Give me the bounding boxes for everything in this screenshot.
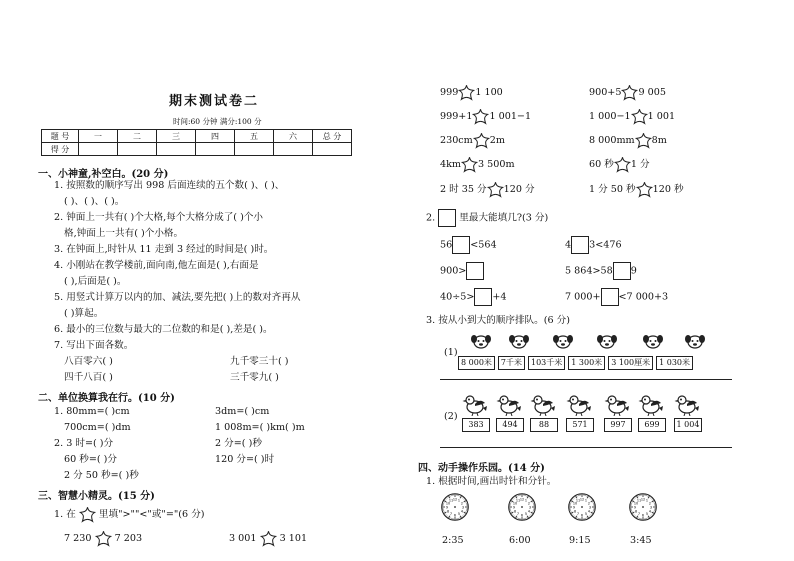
q2-text: 5 864>58: [565, 265, 613, 277]
svg-text:7: 7: [516, 512, 520, 517]
conversion-item: 1 008m=( )km( )m: [215, 422, 305, 433]
svg-text:10: 10: [572, 501, 578, 506]
compare-left: 3 001: [229, 533, 257, 544]
q2-text: 9: [630, 265, 637, 277]
q2-item: [565, 288, 668, 306]
svg-text:3: 3: [649, 505, 653, 510]
section-1-heading: 一、小神童,补空白。(20 分): [38, 169, 169, 180]
write-number-item: 四千八百( ): [64, 372, 113, 383]
compare-right: 9 005: [638, 87, 666, 98]
conversion-item: 1. 80mm=( )cm: [54, 406, 130, 417]
svg-text:10: 10: [633, 501, 639, 506]
svg-text:6: 6: [580, 513, 584, 518]
q3-instruction: 3. 按从小到大的顺序排队。(6 分): [426, 315, 570, 326]
bird-icon: [604, 394, 630, 416]
star-answer-icon[interactable]: [636, 181, 653, 198]
question-line: 格,钟面上一共有( )个小格。: [64, 228, 184, 239]
compare-item: [64, 530, 142, 547]
svg-text:2: 2: [587, 501, 591, 506]
star-answer-icon[interactable]: [473, 132, 490, 149]
bird-icon: [674, 394, 700, 416]
q2-item: [440, 288, 507, 306]
compare-item: [440, 156, 515, 173]
svg-text:4: 4: [587, 509, 591, 514]
answer-box[interactable]: [474, 288, 492, 306]
score-cell[interactable]: [118, 143, 157, 156]
svg-text:1: 1: [584, 498, 588, 503]
q2-instruction: [426, 209, 548, 227]
conversion-item: 700cm=( )dm: [64, 422, 131, 433]
question-line: 1. 按照数的顺序写出 998 后面连续的五个数( )、( )、: [54, 180, 285, 191]
question-line: ( )算起。: [64, 308, 104, 319]
score-cell[interactable]: [274, 143, 313, 156]
star-answer-icon[interactable]: [472, 108, 489, 125]
svg-text:4: 4: [460, 509, 464, 514]
q2-suffix: 里最大能填几?(3 分): [459, 212, 549, 224]
svg-text:8: 8: [446, 509, 450, 514]
compare-left: 2 时 35 分: [440, 184, 487, 195]
question-line: 2. 钟面上一共有( )个大格,每个大格分成了( )个小: [54, 212, 264, 223]
conversion-item: 2 分=( )秒: [215, 438, 262, 449]
compare-left: 900+5: [589, 87, 622, 98]
svg-text:11: 11: [575, 498, 581, 503]
star-answer-icon[interactable]: [487, 181, 504, 198]
compare-right: 1 001: [647, 111, 676, 122]
section-2-heading: 二、单位换算我在行。(10 分): [38, 393, 175, 404]
star-answer-icon[interactable]: [260, 530, 277, 547]
clock-time-label: 6:00: [509, 535, 531, 546]
svg-text:9: 9: [445, 505, 449, 510]
score-header-cell: 六: [274, 130, 313, 143]
compare-item: [589, 156, 650, 173]
score-header-cell: 一: [79, 130, 118, 143]
conversion-item: 2. 3 时=( )分: [54, 438, 114, 449]
svg-text:4: 4: [648, 509, 652, 514]
svg-text:5: 5: [584, 512, 588, 517]
score-cell[interactable]: [235, 143, 274, 156]
answer-line[interactable]: [440, 379, 732, 380]
question-line: 4. 小刚站在教学楼前,面向南,他左面是( ),右面是: [54, 260, 259, 271]
distance-row: [458, 350, 696, 370]
svg-text:12: 12: [579, 497, 585, 502]
compare-left: 230cm: [440, 135, 473, 146]
q2-text: 40÷5>: [440, 291, 475, 303]
section-3-heading: 三、智慧小精灵。(15 分): [38, 491, 155, 502]
clock-time-label: 3:45: [630, 535, 652, 546]
compare-right: 7 203: [114, 533, 143, 544]
compare-right: 2m: [489, 135, 505, 146]
star-answer-icon[interactable]: [635, 132, 652, 149]
number-card: 494: [496, 418, 524, 432]
compare-left: 1 分 50 秒: [589, 184, 636, 195]
q2-item: [440, 262, 484, 280]
star-answer-icon[interactable]: [461, 156, 478, 173]
compare-left: 999: [440, 87, 459, 98]
instruction-suffix: 里填">""<"或"="(6 分): [98, 509, 205, 520]
q4-1-instruction: 1. 根据时间,画出时针和分针。: [426, 476, 557, 487]
svg-text:12: 12: [640, 497, 646, 502]
number-card: 997: [604, 418, 632, 432]
score-cell[interactable]: [79, 143, 118, 156]
bird-icon: [496, 394, 522, 416]
compare-item: [589, 108, 675, 125]
q2-text: 7 000+: [565, 291, 601, 303]
q3-1-label: (1): [444, 347, 458, 358]
compare-left: 7 230: [64, 533, 92, 544]
svg-text:8: 8: [634, 509, 638, 514]
conversion-item: 60 秒=( )分: [64, 454, 118, 465]
svg-text:8: 8: [513, 509, 517, 514]
star-answer-icon[interactable]: [458, 84, 475, 101]
compare-left: 4km: [440, 159, 462, 170]
answer-line[interactable]: [440, 447, 732, 448]
svg-text:2: 2: [527, 501, 531, 506]
svg-text:6: 6: [520, 513, 524, 518]
star-answer-icon[interactable]: [614, 156, 631, 173]
number-card: 571: [566, 418, 594, 432]
animal-icon: [508, 333, 530, 349]
svg-text:8: 8: [573, 509, 577, 514]
answer-box[interactable]: [466, 262, 484, 280]
number-card: 88: [530, 418, 558, 432]
compare-right: 1 100: [475, 87, 503, 98]
compare-right: 3 500m: [478, 159, 515, 170]
bird-icon: [566, 394, 592, 416]
score-table-score-row: [42, 143, 352, 156]
compare-left: 8 000mm: [589, 135, 635, 146]
q2-text: <564: [470, 239, 497, 251]
answer-box[interactable]: [452, 236, 470, 254]
page-title: 期末测试卷二: [169, 94, 260, 109]
instruction-prefix: 1. 在: [54, 509, 76, 520]
score-header-cell: 总 分: [313, 130, 352, 143]
score-header-cell: 三: [157, 130, 196, 143]
compare-right: 8m: [651, 135, 667, 146]
clock-face[interactable]: [508, 493, 536, 521]
star-answer-icon[interactable]: [631, 108, 648, 125]
compare-item: [440, 84, 503, 101]
answer-box[interactable]: [613, 262, 631, 280]
compare-right: 120 秒: [652, 184, 684, 195]
q2-item: [565, 236, 622, 254]
score-header-cell: 五: [235, 130, 274, 143]
star-icon: [79, 506, 96, 523]
svg-text:2: 2: [460, 501, 464, 506]
write-number-item: 八百零六( ): [64, 356, 113, 367]
svg-text:3: 3: [588, 505, 592, 510]
conversion-item: 3dm=( )cm: [215, 406, 270, 417]
score-header-cell: 四: [196, 130, 235, 143]
compare-item: [589, 132, 667, 149]
q3-2-label: (2): [444, 411, 458, 422]
question-line: 5. 用竖式计算万以内的加、减法,要先把( )上的数对齐再从: [54, 292, 301, 303]
star-answer-icon[interactable]: [95, 530, 112, 547]
question-line: 3. 在钟面上,时针从 11 走到 3 经过的时间是( )时。: [54, 244, 274, 255]
distance-card: 7千米: [498, 356, 525, 370]
compare-left: 999+1: [440, 111, 473, 122]
score-row-label: 得 分: [42, 143, 79, 156]
exam-meta: 时间:60 分钟 满分:100 分: [173, 117, 262, 126]
q2-item: [565, 262, 637, 280]
svg-text:3: 3: [528, 505, 532, 510]
score-header-cell: 题 号: [42, 130, 79, 143]
svg-text:7: 7: [576, 512, 580, 517]
clock-time-label: 2:35: [442, 535, 464, 546]
svg-text:5: 5: [645, 512, 649, 517]
svg-text:12: 12: [519, 497, 525, 502]
score-header-cell: 二: [118, 130, 157, 143]
animal-icon: [470, 333, 492, 349]
score-cell[interactable]: [313, 143, 352, 156]
svg-text:1: 1: [524, 498, 528, 503]
svg-text:10: 10: [445, 501, 451, 506]
bird-icon: [530, 394, 556, 416]
svg-text:5: 5: [524, 512, 528, 517]
q2-text: +4: [492, 291, 507, 303]
q2-text: 4: [565, 239, 572, 251]
number-card: 699: [638, 418, 666, 432]
box-icon: [438, 209, 456, 227]
animal-icon: [642, 333, 664, 349]
bird-icon: [462, 394, 488, 416]
compare-left: 1 000−1: [589, 111, 631, 122]
question-line: 6. 最小的三位数与最大的二位数的和是( ),差是( )。: [54, 324, 273, 335]
svg-text:3: 3: [461, 505, 465, 510]
compare-left: 60 秒: [589, 159, 614, 170]
q2-text: <7 000+3: [618, 291, 669, 303]
svg-text:12: 12: [452, 497, 458, 502]
q2-item: [440, 236, 497, 254]
svg-text:10: 10: [512, 501, 518, 506]
question-line: 7. 写出下面各数。: [54, 340, 134, 351]
animal-icon: [596, 333, 618, 349]
svg-text:2: 2: [648, 501, 652, 506]
conversion-item: 2 分 50 秒=( )秒: [64, 470, 139, 481]
svg-text:11: 11: [448, 498, 454, 503]
distance-card: 1 030米: [656, 356, 693, 370]
distance-card: 103千米: [528, 356, 565, 370]
q2-text: 56: [440, 239, 453, 251]
svg-text:11: 11: [515, 498, 521, 503]
svg-text:9: 9: [633, 505, 637, 510]
distance-card: 3 100厘米: [608, 356, 653, 370]
svg-text:1: 1: [645, 498, 649, 503]
svg-text:6: 6: [453, 513, 457, 518]
score-table-header-row: [42, 130, 352, 143]
q2-text: 3<476: [589, 239, 622, 251]
compare-item: [440, 132, 505, 149]
write-number-item: 三千零九( ): [230, 372, 279, 383]
compare-item: [589, 84, 666, 101]
clock-face[interactable]: [441, 493, 469, 521]
score-cell[interactable]: [157, 143, 196, 156]
compare-right: 1 001−1: [489, 111, 532, 122]
svg-text:6: 6: [641, 513, 645, 518]
svg-text:7: 7: [449, 512, 453, 517]
score-cell[interactable]: [196, 143, 235, 156]
svg-text:1: 1: [457, 498, 461, 503]
distance-card: 1 300米: [568, 356, 605, 370]
clock-face[interactable]: [629, 493, 657, 521]
answer-box[interactable]: [571, 236, 589, 254]
svg-text:9: 9: [512, 505, 516, 510]
number-card: 383: [462, 418, 490, 432]
compare-right: 1 分: [630, 159, 650, 170]
conversion-item: 120 分=( )时: [215, 454, 275, 465]
compare-item: [229, 530, 307, 547]
compare-right: 120 分: [503, 184, 535, 195]
q2-text: 900>: [440, 265, 467, 277]
question-line: ( ),后面是( )。: [64, 276, 127, 287]
compare-item: [589, 181, 684, 198]
number-card: 1 004: [674, 418, 702, 432]
animal-icon: [684, 333, 706, 349]
q2-label: 2.: [426, 212, 436, 224]
svg-text:11: 11: [636, 498, 642, 503]
svg-text:4: 4: [527, 509, 531, 514]
compare-right: 3 101: [279, 533, 308, 544]
answer-box[interactable]: [601, 288, 619, 306]
compare-item: [440, 181, 535, 198]
svg-text:7: 7: [637, 512, 641, 517]
write-number-item: 九千零三十( ): [230, 356, 289, 367]
clock-face[interactable]: [568, 493, 596, 521]
section-4-heading: 四、动手操作乐园。(14 分): [418, 463, 545, 474]
svg-text:5: 5: [457, 512, 461, 517]
score-table: [41, 129, 352, 156]
bird-icon: [638, 394, 664, 416]
svg-text:9: 9: [572, 505, 576, 510]
animal-icon: [552, 333, 574, 349]
distance-card: 8 000米: [458, 356, 495, 370]
compare-item: [440, 108, 531, 125]
star-answer-icon[interactable]: [621, 84, 638, 101]
clock-time-label: 9:15: [569, 535, 591, 546]
compare-instruction: [54, 506, 205, 523]
question-line: ( )、( )、( )。: [64, 196, 125, 207]
